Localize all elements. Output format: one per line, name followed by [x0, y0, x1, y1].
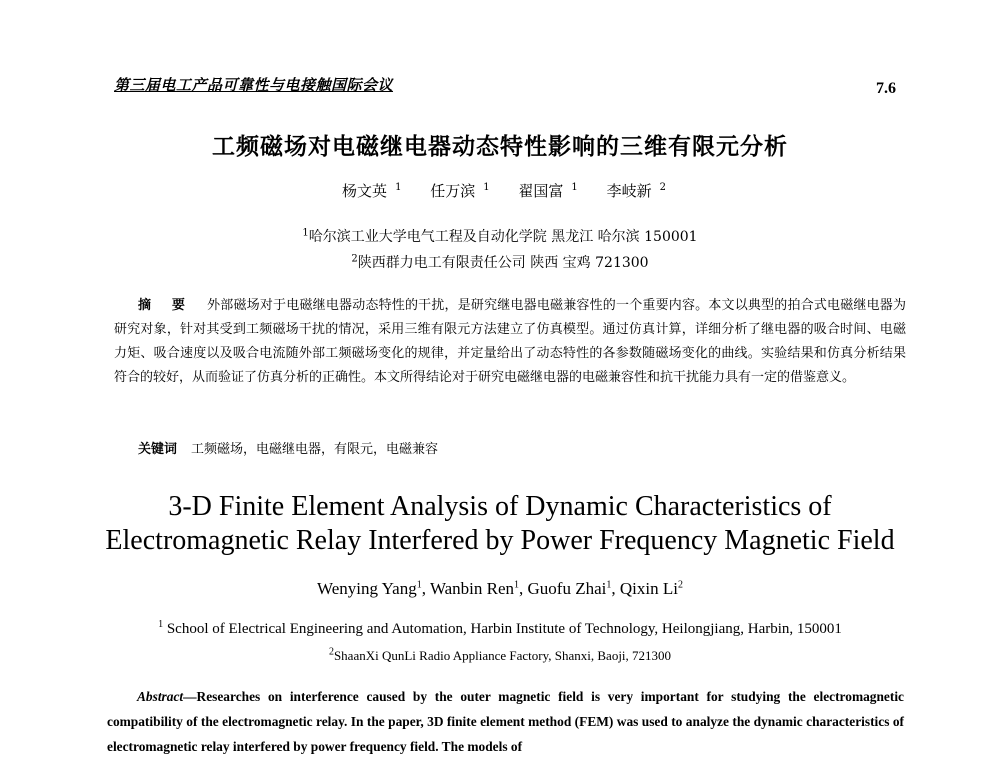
conference-header: 第三届电工产品可靠性与电接触国际会议: [114, 76, 394, 94]
abstract-text: 外部磁场对于电磁继电器动态特性的干扰，是研究继电器电磁兼容性的一个重要内容。本文以典型的拍合式电磁继电器为研究对象，针对其受到工频磁场干扰的情况，采用三维有限元方法建立了仿真模型。通过仿真计算，详细分析了继电器的吸合时间、电磁力矩、吸合速度以及吸合电流随外部工频磁场变化的规律，并定量给出了动态特性的各参数随磁场变化的曲线。实验结果和仿真分析结果符合的较好，从而验证了仿真分析的正确性。本文所得结论对于研究电磁继电器的电磁兼容性和抗干扰能力具有一定的借鉴意义。: [114, 298, 906, 385]
chinese-abstract: [114, 294, 906, 390]
chinese-affiliation-2: $^2$陕西群力电工有限责任公司 陕西 宝鸡 721300: [351, 253, 649, 271]
section-number: 7.6: [876, 80, 896, 97]
chinese-affiliation-1: $^1$哈尔滨工业大学电气工程及自动化学院 黑龙江 哈尔滨 150001: [302, 227, 698, 245]
author-1: 杨文英 $^1$: [342, 182, 402, 200]
author-4: 李岐新 $^2$: [606, 182, 666, 200]
english-abstract-text: —Researches on interference caused by the outer magnetic field is very important for studying the electromagnetic compatibility of the electromagnetic relay. In the paper, 3D finite element method (FEM) was used to analyze the dynamic characteristics of electromagnetic relay interfered by power frequency field. The models of: [107, 689, 904, 754]
english-authors: Wenying Yang$^1$, Wanbin Ren$^1$, Guofu Zhai$^1$, Qixin Li$^2$: [317, 579, 683, 598]
author-3: 翟国富 $^1$: [518, 182, 578, 200]
chinese-title: 工频磁场对电磁继电器动态特性影响的三维有限元分析: [212, 134, 788, 160]
english-abstract: [107, 684, 904, 759]
english-affiliation-1: $^1$ School of Electrical Engineering and Automation, Harbin Institute of Technology, Heilongjiang, Harbin, 150001: [158, 619, 842, 637]
abstract-label: 摘 要: [138, 298, 194, 313]
keywords-label: 关键词: [138, 442, 178, 457]
chinese-keywords: [138, 438, 438, 457]
chinese-authors: [0, 180, 1000, 201]
keywords-text: 工频磁场，电磁继电器，有限元，电磁兼容: [191, 442, 439, 457]
author-2: 任万滨 $^1$: [430, 182, 490, 200]
english-abstract-label: Abstract: [137, 689, 184, 704]
english-title: 3-D Finite Element Analysis of Dynamic Characteristics of Electromagnetic Relay Interfered by Power Frequency Magnetic Field: [105, 491, 895, 556]
english-affiliation-2: $^2$ShaanXi QunLi Radio Appliance Factory, Shanxi, Baoji, 721300: [328, 646, 672, 663]
